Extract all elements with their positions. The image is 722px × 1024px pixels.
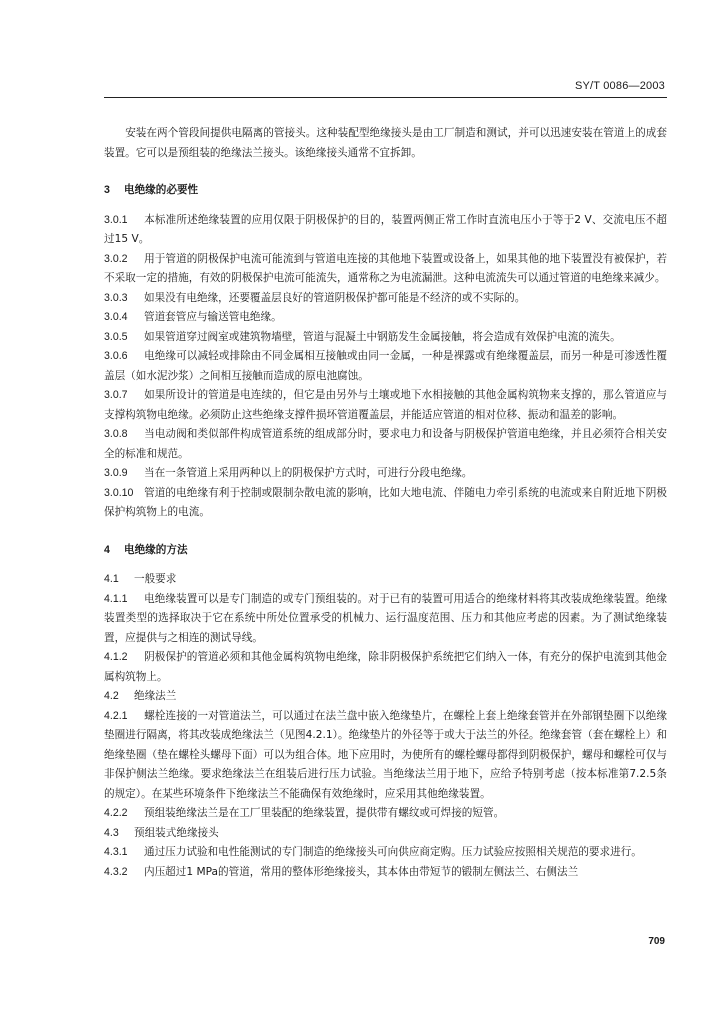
clause-number: 3.0.7 [104,389,128,401]
clause-3-0-5 [104,328,667,348]
clause-text: 阴极保护的管道必须和其他金属构筑物电绝缘，除非阴极保护系统把它们纳入一体，有充分的保护电流到其他金属构筑物上。 [104,651,667,683]
intro-paragraph: 安装在两个管段间提供电隔离的管接头。这种装配型绝缘接头是由工厂制造和测试，并可以迅速安装在管道上的成套装置。它可以是预组装的绝缘法兰接头。该绝缘接头通常不宜拆卸。 [104,127,667,159]
subsection-4-2-heading [104,687,667,707]
clause-3-0-6 [104,347,667,386]
subsection-4-3-heading [104,824,667,844]
clause-3-0-8 [104,425,667,464]
clause-3-0-4 [104,308,667,328]
header-rule [104,97,667,98]
section-3-heading [104,181,667,201]
clause-text: 预组装绝缘法兰是在工厂里装配的绝缘装置，提供带有螺纹或可焊接的短管。 [144,807,505,819]
clause-text: 当在一条管道上采用两种以上的阴极保护方式时，可进行分段电绝缘。 [144,467,473,479]
clause-number: 4.1.2 [104,651,128,663]
clause-text: 本标准所述绝缘装置的应用仅限于阴极保护的目的，装置两侧正常工作时直流电压小于等于2 V、交流电压不超过15 V。 [104,213,667,245]
subsection-number: 4.3 [104,826,119,839]
clause-text: 螺栓连接的一对管道法兰，可以通过在法兰盘中嵌入绝缘垫片，在螺栓上套上绝缘套管并在外部钢垫圈下以绝缘垫圈进行隔离，将其改装成绝缘法兰（见图4.2.1）。绝缘垫片的外径等于或大于法兰的外径。绝缘套管（套在螺栓上）和绝缘垫圈（垫在螺栓头螺母下面）可以为组合体。地下应用时，为使所有的螺栓螺母都得到阴极保护，螺母和螺栓可仅与非保护侧法兰绝缘。要求绝缘法兰在组装后进行压力试验。当绝缘法兰用于地下，应给予特别考虑（按本标准第7.2.5条的规定）。在某些环境条件下绝缘法兰不能确保有效绝缘时，应采用其他绝缘装置。 [104,709,667,800]
clause-4-3-1 [104,843,667,863]
clause-number: 4.2.2 [104,807,128,819]
clause-number: 3.0.1 [104,213,128,226]
section-title: 电绝缘的必要性 [124,184,199,196]
clause-4-1-2 [104,648,667,687]
subsection-title: 绝缘法兰 [134,690,177,702]
clause-text: 如果没有电绝缘，还要覆盖层良好的管道阴极保护都可能是不经济的或不实际的。 [144,291,526,304]
standard-code: SY/T 0086—2003 [574,80,665,92]
section-number: 3 [104,184,110,196]
clause-number: 3.0.10 [104,486,134,499]
clause-4-2-1 [104,707,667,805]
section-4-heading [104,541,667,561]
clause-number: 3.0.4 [104,311,128,323]
clause-text: 如果管道穿过阀室或建筑物墙壁，管道与混凝土中钢筋发生金属接触，将会造成有效保护电流的流失。 [144,330,621,343]
clause-text: 当电动阀和类似部件构成管道系统的组成部分时，要求电力和设备与阴极保护管道电绝缘，并且必须符合相关安全的标准和规范。 [104,428,667,460]
clause-number: 3.0.8 [104,428,128,440]
clause-text: 管道套管应与输送管电绝缘。 [144,311,282,323]
subsection-title: 一般要求 [134,573,177,585]
subsection-number: 4.2 [104,690,119,702]
clause-number: 4.3.2 [104,865,128,878]
clause-3-0-7 [104,386,667,425]
clause-number: 4.3.1 [104,846,128,858]
clause-4-3-2 [104,863,667,883]
clause-3-0-3 [104,289,667,309]
clause-number: 3.0.9 [104,467,128,479]
section-title: 电绝缘的方法 [124,543,188,556]
clause-text: 如果所设计的管道是电连续的，但它是由另外与土壤或地下水相接触的其他金属构筑物来支撑的，那么管道应与支撑构筑物电绝缘。必须防止这些绝缘支撑件损坏管道覆盖层，并能适应管道的相对位移、振动和温差的影响。 [104,389,667,421]
section-number: 4 [104,543,110,556]
subsection-number: 4.1 [104,573,119,585]
document-body [104,124,667,882]
clause-3-0-9 [104,464,667,484]
clause-text: 用于管道的阴极保护电流可能流到与管道电连接的其他地下装置或设备上，如果其他的地下装置没有被保护，若不采取一定的措施，有效的阴极保护电流可能流失，通常称之为电流漏泄。这种电流流失可以通过管道的电绝缘来减少。 [104,252,667,284]
clause-number: 4.1.1 [104,592,128,605]
clause-text: 内压超过1 MPa的管道，常用的整体形绝缘接头，其本体由带短节的锻制左侧法兰、右侧法兰 [144,865,579,878]
clause-number: 3.0.3 [104,291,128,304]
page-number: 709 [648,936,665,947]
subsection-4-1-heading [104,570,667,590]
clause-number: 3.0.5 [104,330,128,343]
clause-number: 3.0.2 [104,252,128,265]
clause-text: 电绝缘装置可以是专门制造的或专门预组装的。对于已有的装置可用适合的绝缘材料将其改装成绝缘装置。绝缘装置类型的选择取决于它在系统中所处位置承受的机械力、运行温度范围、压力和其他应考虑的因素。为了测试绝缘装置，应提供与之相连的测试导线。 [104,592,667,644]
clause-4-2-2 [104,804,667,824]
clause-3-0-1 [104,211,667,250]
clause-text: 电绝缘可以减轻或排除由不同金属相互接触或由同一金属，一种是裸露或有绝缘覆盖层，而另一种是可渗透性覆盖层（如水泥沙浆）之间相互接触而造成的原电池腐蚀。 [104,350,667,382]
clause-3-0-10 [104,484,667,523]
clause-number: 4.2.1 [104,709,128,722]
clause-3-0-2 [104,250,667,289]
clause-number: 3.0.6 [104,350,128,362]
clause-4-1-1 [104,590,667,649]
clause-text: 管道的电绝缘有利于控制或限制杂散电流的影响，比如大地电流、伴随电力牵引系统的电流或来自附近地下阴极保护构筑物上的电流。 [104,486,667,518]
subsection-title: 预组装式绝缘接头 [134,826,219,839]
clause-text: 通过压力试验和电性能测试的专门制造的绝缘接头可向供应商定购。压力试验应按照相关规范的要求进行。 [144,846,642,858]
